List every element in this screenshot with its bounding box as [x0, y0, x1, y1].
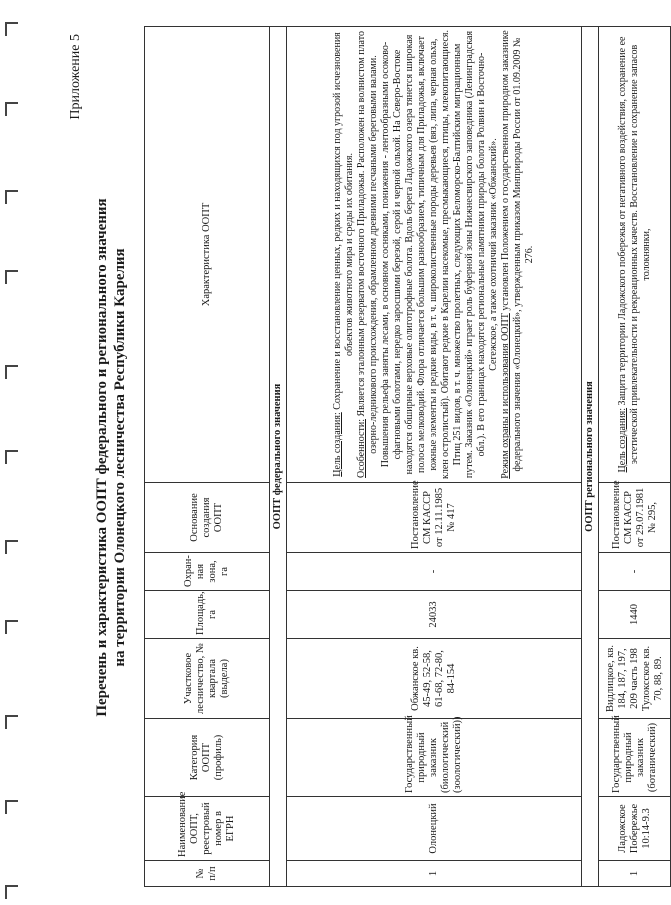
table-row	[287, 27, 582, 887]
section-row	[582, 27, 599, 887]
cell-characteristic	[287, 27, 582, 483]
header-name: Наименование ООПТ, реестровый номер в ЕГРН	[145, 797, 270, 861]
rotated-page	[60, 20, 664, 895]
header-area: Площадь, га	[145, 591, 270, 639]
cell-num: 1	[287, 861, 582, 887]
header-buffer: Охран-ная зона, га	[145, 553, 270, 591]
oopt-table	[144, 26, 671, 887]
binding-mark	[5, 102, 18, 104]
binding-mark	[5, 450, 18, 452]
cell-characteristic	[599, 27, 671, 483]
section-federal: ООПТ федерального значения	[270, 27, 287, 887]
binding-mark	[5, 715, 18, 717]
binding-mark	[5, 270, 18, 272]
regime-label: Режим охраны и использования ООПТ	[500, 313, 511, 479]
features-label: Особенности:	[356, 419, 367, 478]
binding-mark	[5, 190, 18, 192]
cell-basis: Постановление СМ КАССР от 12.11.1985 № 417	[287, 483, 582, 553]
cell-category: Государственный природный заказник (биологический (зоологический))	[287, 719, 582, 797]
binding-mark	[5, 800, 18, 802]
cell-area: 24033	[287, 591, 582, 639]
cell-area: 1440	[599, 591, 671, 639]
regime-text: установлен Положением о государственном природном заказнике федерального значения «Олонецкий», утвержденным приказом Минприроды России от 01.09.2009 № 276.	[500, 30, 535, 472]
binding-mark	[5, 22, 18, 24]
goal-text: Защита территории Ладожского побережья от негативного воздействия, сохранение ее эстетической привлекательности и рекреационных качеств. Восстановление и сохранение запасов толокнянки,	[616, 36, 652, 465]
header-basis: Основание создания ООПТ	[145, 483, 270, 553]
document-subtitle: на территории Олонецкого лесничества Республики Карелия	[112, 248, 128, 667]
document-title: Перечень и характеристика ООПТ федерального и регионального значения	[94, 198, 110, 717]
cell-forestry: Видлицкое, кв. 184, 187, 197, 209 часть 198 Тулоксское кв. 70, 88, 89.	[599, 639, 671, 719]
table-row	[599, 27, 671, 887]
features-text: Является эталонным резерватом восточного Приладожья. Расположен на волнистом плато озерно-ледникового происхождения, обрамленном древними песчаными береговыми валами. Повышения рельефа заняты лесами, в основном сосняками, понижения - лентообразными осоково-сфагновыми болотами, нередко заросшими березой, серой и черной ольхой. На Северо-Востоке находятся обширные верховые олиготрофные болота. Вдоль берега Ладожского озера тянется широкая полоса мелководий. Флора отличается большим разнообразием, типичным для Приладожья, включает южные элементы и редкие виды, в т. ч. широколиственные породы деревьев (вяз, липа, черная ольха, клен остролистый). Обитают редкие в Карелии насекомые, пресмыкающиеся, птицы, млекопитающиеся. Птиц 251 видов, в т. ч. множество пролетных, следующих Беломорско-Балтийским миграционным путем. Заказник «Олонецкий» играет роль буферной зоны Нижнесвирского заповедника (Ленинградская обл.). В его границах находятся региональные памятники природы болота Ролвин и Восточно-Сегежское, а также охотничий заказник «Обжанский».	[356, 30, 499, 479]
goal-label: Цель создания:	[616, 407, 628, 473]
binding-mark	[5, 885, 18, 887]
header-forestry: Участковое лесничество, № квартала (выдела)	[145, 639, 270, 719]
cell-buffer: -	[287, 553, 582, 591]
cell-forestry: Обжанское кв. 45-49, 52-58, 61-68, 72-80, 84-154	[287, 639, 582, 719]
appendix-label: Приложение 5	[68, 34, 83, 120]
header-category: Категория ООПТ (профиль)	[145, 719, 270, 797]
cell-category: Государственный природный заказник (ботанический)	[599, 719, 671, 797]
header-num: № п/п	[145, 861, 270, 887]
cell-name: Олонецкий	[287, 797, 582, 861]
cell-num: 1	[599, 861, 671, 887]
cell-buffer: -	[599, 553, 671, 591]
section-regional: ООПТ регионального значения	[582, 27, 599, 887]
table-header-row	[145, 27, 270, 887]
section-row	[270, 27, 287, 887]
goal-text: Сохранение и восстановление ценных, редких и находящихся под угрозой исчезновения объектов животного мира и среды их обитания.	[332, 32, 355, 413]
goal-label: Цель создания:	[332, 412, 343, 477]
binding-mark	[5, 540, 18, 542]
cell-basis: Постановление СМ КАССР от 29.07.1981 № 295,	[599, 483, 671, 553]
cell-name: Ладожское Побережье 10:14-9.3	[599, 797, 671, 861]
header-characteristic: Характеристика ООПТ	[145, 27, 270, 483]
binding-mark	[5, 365, 18, 367]
binding-mark	[5, 620, 18, 622]
binding-edge	[0, 0, 30, 905]
